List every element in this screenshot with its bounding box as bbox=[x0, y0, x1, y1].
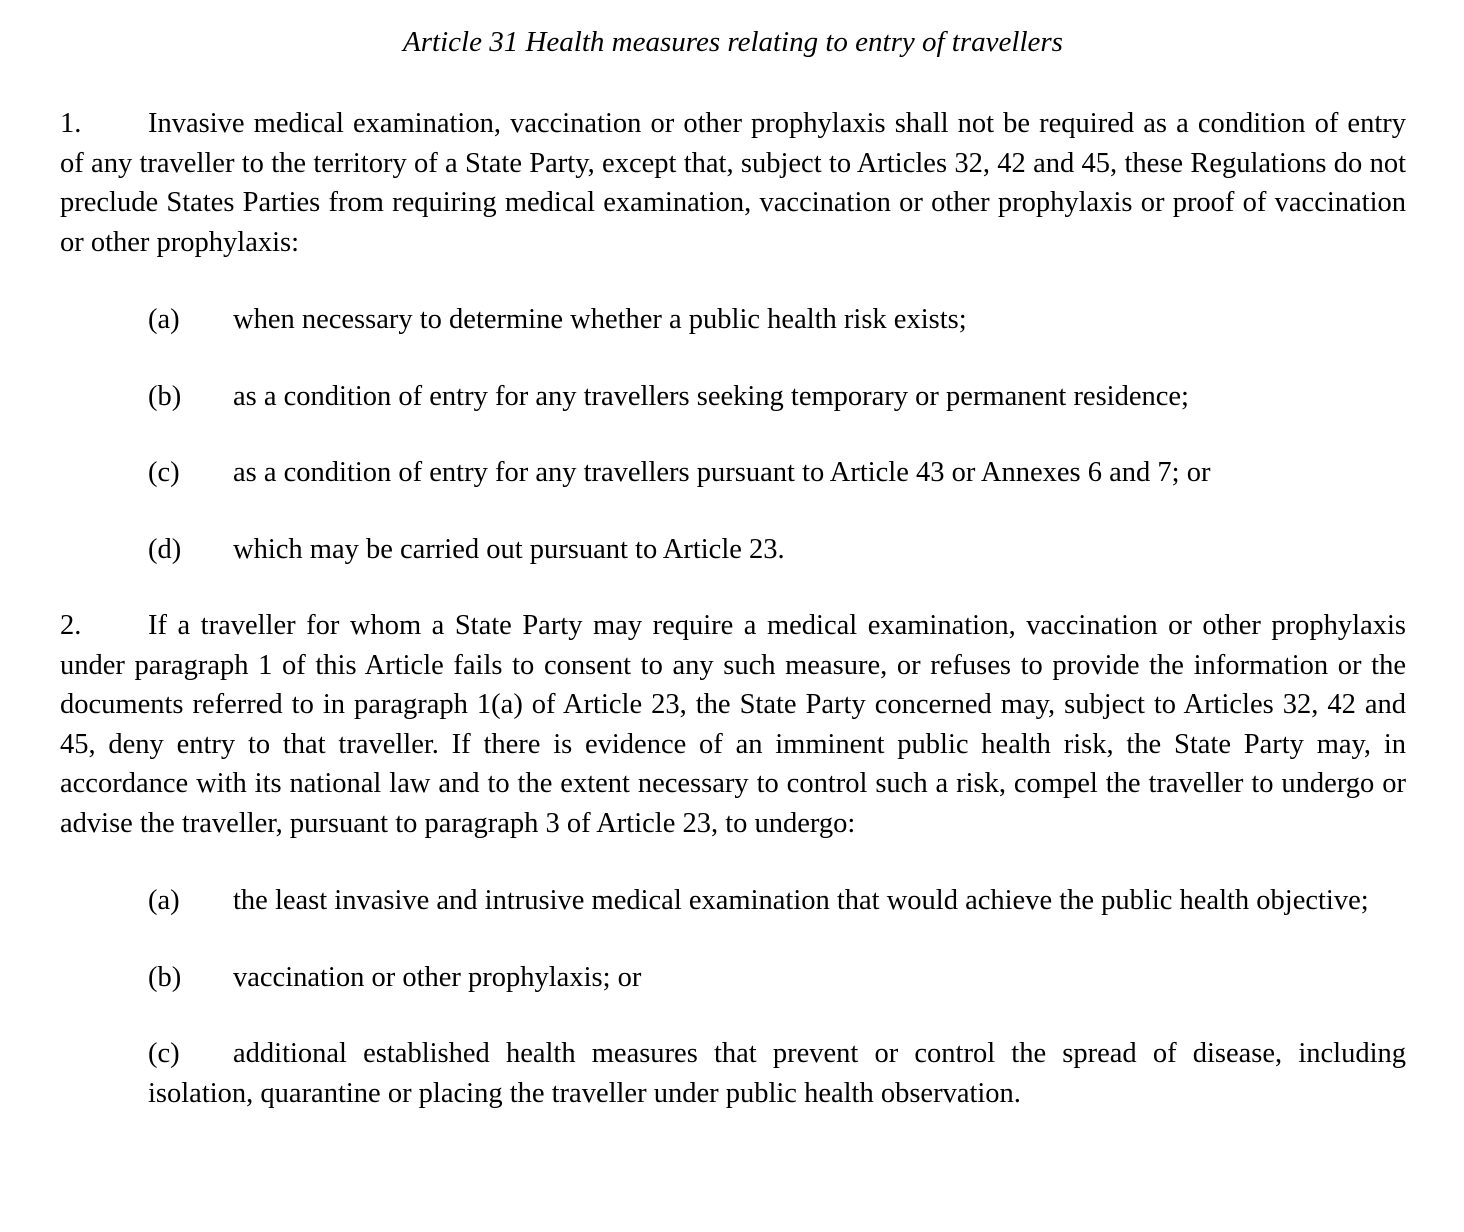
paragraph-1-number: 1. bbox=[60, 108, 82, 139]
article-title: Article 31 Health measures relating to entry of travellers bbox=[403, 26, 1063, 58]
paragraph-2-item-c bbox=[148, 1034, 1406, 1113]
item-text: additional established health measures that prevent or control the spread of disease, including isolation, quarantine or placing the traveller under public health observation. bbox=[148, 1038, 1406, 1109]
paragraph-2 bbox=[60, 606, 1406, 843]
item-text: as a condition of entry for any travellers pursuant to Article 43 or Annexes 6 and 7; or bbox=[233, 457, 1211, 488]
paragraph-1-text: Invasive medical examination, vaccination or other prophylaxis shall not be required as a condition of entry of any traveller to the territory of a State Party, except that, subject to Articles 32, 42 and 45, these Regulations do not preclude States Parties from requiring medical examination, vaccination or other prophylaxis or proof of vaccination or other prophylaxis: bbox=[60, 108, 1406, 258]
paragraph-2-text: If a traveller for whom a State Party may require a medical examination, vaccination or other prophylaxis under paragraph 1 of this Article fails to consent to any such measure, or refuses to provide the information or the documents referred to in paragraph 1(a) of Article 23, the State Party concerned may, subject to Articles 32, 42 and 45, deny entry to that traveller. If there is evidence of an imminent public health risk, the State Party may, in accordance with its national law and to the extent necessary to control such a risk, compel the traveller to undergo or advise the traveller, pursuant to paragraph 3 of Article 23, to undergo: bbox=[60, 610, 1406, 839]
item-label: (a) bbox=[148, 304, 180, 335]
paragraph-1-item-b bbox=[148, 377, 1406, 417]
item-label: (b) bbox=[148, 961, 182, 993]
item-label: (a) bbox=[148, 885, 180, 916]
paragraph-1-item-d bbox=[148, 530, 1406, 570]
paragraph-1 bbox=[60, 104, 1406, 262]
item-text: the least invasive and intrusive medical examination that would achieve the public health objective; bbox=[233, 885, 1369, 916]
item-text: which may be carried out pursuant to Article 23. bbox=[233, 533, 785, 565]
paragraph-2-item-a bbox=[148, 881, 1406, 921]
item-text: vaccination or other prophylaxis; or bbox=[233, 961, 642, 993]
paragraph-1-item-c bbox=[148, 453, 1406, 493]
item-text: as a condition of entry for any travellers seeking temporary or permanent residence; bbox=[233, 380, 1189, 412]
item-label: (b) bbox=[148, 380, 182, 412]
item-label: (c) bbox=[148, 1038, 180, 1069]
item-label: (d) bbox=[148, 533, 182, 565]
paragraph-2-number: 2. bbox=[60, 610, 82, 641]
paragraph-1-item-a bbox=[148, 300, 1406, 340]
item-text: when necessary to determine whether a public health risk exists; bbox=[233, 304, 967, 335]
paragraph-2-item-b bbox=[148, 958, 1406, 998]
item-label: (c) bbox=[148, 457, 180, 488]
